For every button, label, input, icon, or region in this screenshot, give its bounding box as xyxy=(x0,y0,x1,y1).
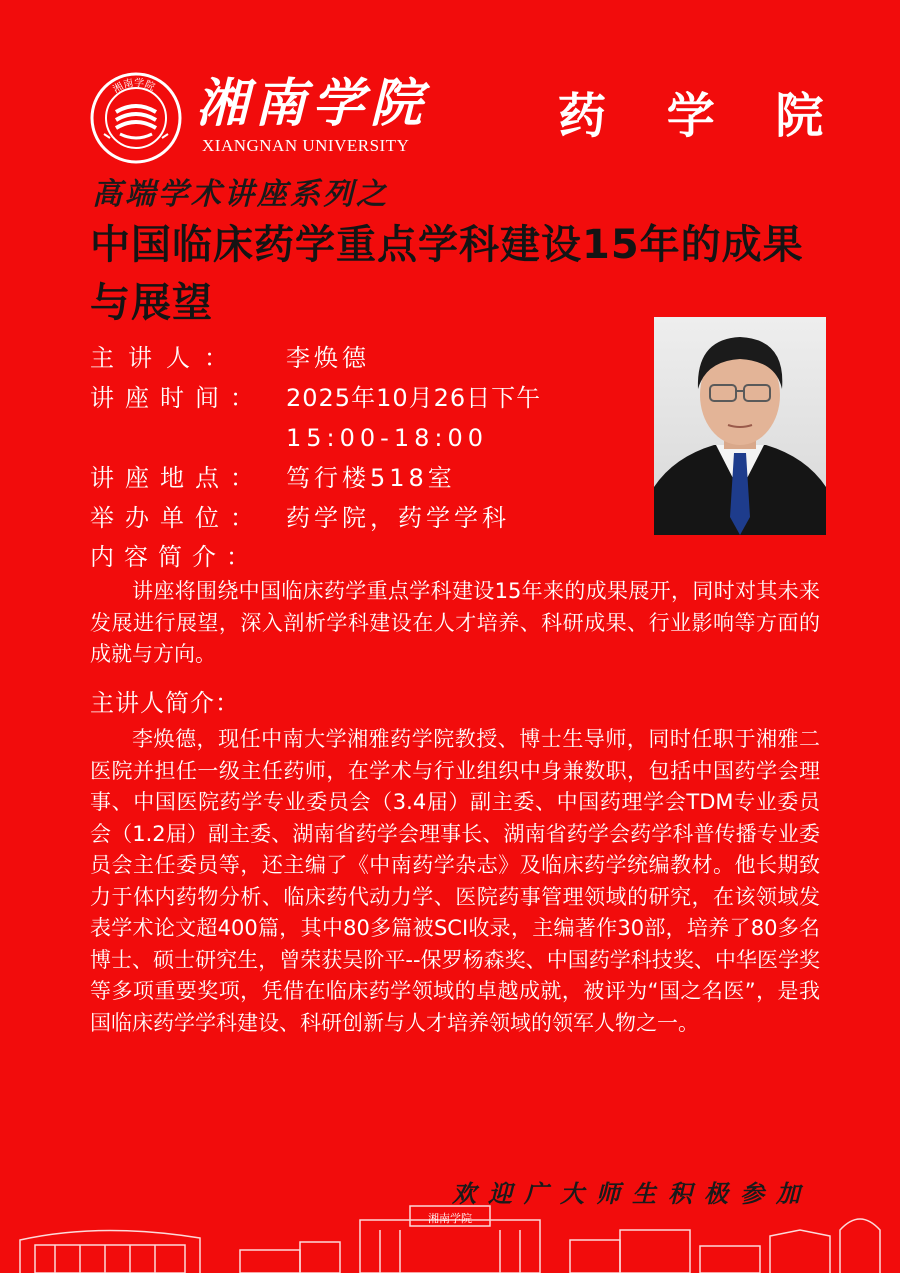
info-value: 15:00-18:00 xyxy=(286,424,488,452)
building-sign: 湘南学院 xyxy=(428,1212,472,1225)
lecture-series-title: 高端学术讲座系列之 xyxy=(92,177,389,212)
speaker-intro-text: 李焕德，现任中南大学湘雅药学院教授、博士生导师，同时任职于湘雅二医院并担任一级主任药师，在学术与行业组织中身兼数职，包括中国药学会理事、中国医院药学专业委员会（3.4届）副主委、中国药理学会TDM专业委员会（1.2届）副主委、湖南省药学会理事长、湖南省药学会药学科普传播专业委员会主任委员等，还主编了《中南药学杂志》及临床药学统编教材。他长期致力于体内药物分析、临床药代动力学、医院药事管理领域的研究，在该领域发表学术论文超400篇，其中80多篇被SCI收录，主编著作30部，培养了80多名博士、硕士研究生，曾荣获吴阶平--保罗杨森奖、中国药学科技奖、中华医学奖等多项重要奖项，凭借在临床药学领域的卓越成就，被评为“国之名医”，是我国临床药学学科建设、科研创新与人才培养领域的领军人物之一。 xyxy=(90,727,820,1035)
lecture-main-title: 中国临床药学重点学科建设15年的成果与展望 xyxy=(90,222,804,326)
university-name-en: XIANGNAN UNIVERSITY xyxy=(202,136,410,155)
university-name-cn: 湘南学院 xyxy=(196,73,429,134)
content-intro-text: 讲座将围绕中国临床药学重点学科建设15年来的成果展开，同时对其未来发展进行展望，深入剖析学科建设在人才培养、科研成果、行业影响等方面的成就与方向。 xyxy=(90,579,820,666)
speaker-portrait-illustration xyxy=(654,317,826,535)
info-value: 笃行楼518室 xyxy=(286,464,456,492)
info-row-location xyxy=(90,458,650,498)
info-label: 讲座时间： xyxy=(90,384,265,412)
info-label: 主讲人： xyxy=(90,344,242,372)
content-intro-heading: 内容简介： xyxy=(90,543,260,571)
speaker-photo xyxy=(654,317,826,535)
welcome-message: 欢迎广大师生积极参加 xyxy=(452,1179,812,1208)
campus-skyline-decoration xyxy=(0,1200,900,1273)
university-seal-logo xyxy=(90,72,182,164)
speaker-intro-heading: 主讲人简介： xyxy=(90,689,240,717)
info-label: 举办单位： xyxy=(90,504,265,532)
info-row-organizer xyxy=(90,498,650,538)
info-row-speaker xyxy=(90,338,650,378)
info-row-time-range xyxy=(90,418,650,458)
info-row-time xyxy=(90,378,650,418)
info-value: 李焕德 xyxy=(286,344,370,372)
info-value: 药学院，药学学科 xyxy=(286,504,510,532)
info-label: 讲座地点： xyxy=(90,464,265,492)
seal-text: 湘南学院 xyxy=(111,77,157,96)
college-name: 药 学 院 xyxy=(558,88,846,144)
lecture-info xyxy=(90,338,650,538)
info-value: 2025年10月26日下午 xyxy=(286,384,542,412)
